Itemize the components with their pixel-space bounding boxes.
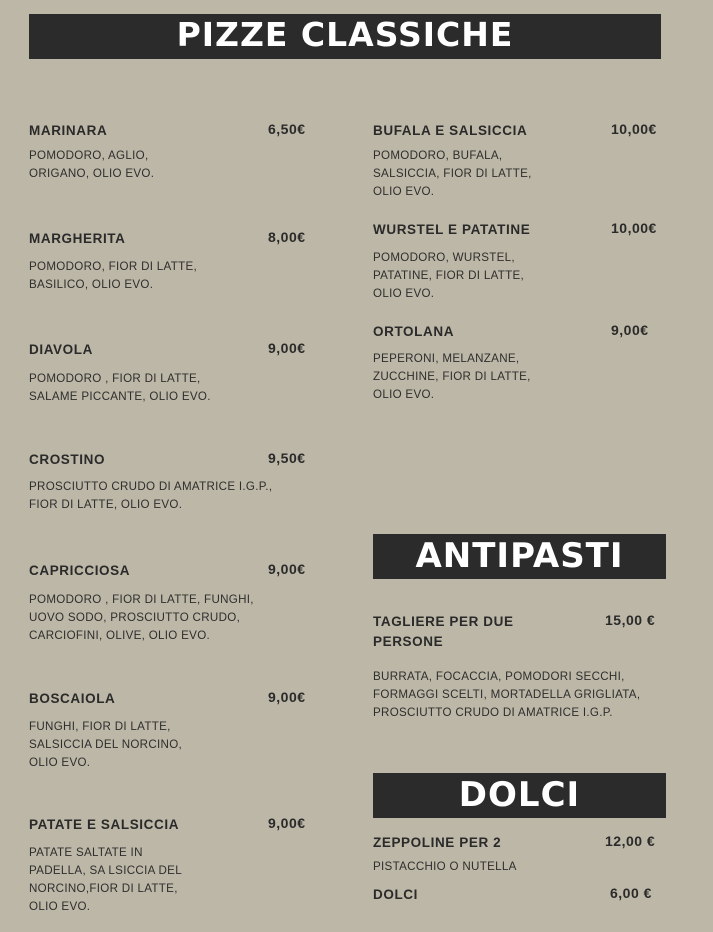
item-price: 8,00€ bbox=[268, 229, 306, 245]
item-name: MARINARA bbox=[29, 123, 108, 138]
item-price: 6,50€ bbox=[268, 121, 306, 137]
dolci-title: DOLCI bbox=[373, 773, 666, 818]
pizze-classiche-title: PIZZE CLASSICHE bbox=[29, 14, 661, 59]
item-price: 9,50€ bbox=[268, 450, 306, 466]
item-name: BOSCAIOLA bbox=[29, 691, 116, 706]
antipasti-title: ANTIPASTI bbox=[373, 534, 666, 579]
item-name: PATATE E SALSICCIA bbox=[29, 817, 180, 832]
item-description: PISTACCHIO O NUTELLA bbox=[373, 860, 517, 873]
item-price: 9,00€ bbox=[611, 322, 649, 338]
item-price: 10,00€ bbox=[611, 121, 657, 137]
item-price: 9,00€ bbox=[268, 340, 306, 356]
item-price: 15,00 € bbox=[605, 612, 656, 628]
item-name: BUFALA E SALSICCIA bbox=[373, 123, 528, 138]
item-name: TAGLIERE PER DUE PERSONE bbox=[373, 614, 514, 649]
item-price: 9,00€ bbox=[268, 561, 306, 577]
item-description: PEPERONI, MELANZANE, ZUCCHINE, FIOR DI LATTE, OLIO EVO. bbox=[373, 352, 531, 401]
item-description: POMODORO, WURSTEL, PATATINE, FIOR DI LATTE, OLIO EVO. bbox=[373, 251, 525, 300]
item-description: PROSCIUTTO CRUDO DI AMATRICE I.G.P., FIOR DI LATTE, OLIO EVO. bbox=[29, 480, 273, 511]
item-description: POMODORO, BUFALA, SALSICCIA, FIOR DI LATTE, OLIO EVO. bbox=[373, 149, 532, 198]
item-price: 9,00€ bbox=[268, 815, 306, 831]
item-price: 9,00€ bbox=[268, 689, 306, 705]
item-name: DIAVOLA bbox=[29, 342, 93, 357]
item-price: 6,00 € bbox=[610, 885, 652, 901]
item-description: POMODORO, AGLIO, ORIGANO, OLIO EVO. bbox=[29, 149, 155, 180]
item-price: 12,00 € bbox=[605, 833, 656, 849]
item-description: POMODORO, FIOR DI LATTE, BASILICO, OLIO EVO. bbox=[29, 260, 198, 291]
item-description: POMODORO , FIOR DI LATTE, FUNGHI, UOVO SODO, PROSCIUTTO CRUDO, CARCIOFINI, OLIVE, OLIO EVO. bbox=[29, 593, 254, 642]
item-description: PATATE SALTATE IN PADELLA, SA LSICCIA DEL NORCINO,FIOR DI LATTE, OLIO EVO. bbox=[29, 846, 182, 913]
item-price: 10,00€ bbox=[611, 220, 657, 236]
item-name: DOLCI bbox=[373, 887, 418, 902]
item-description: FUNGHI, FIOR DI LATTE, SALSICCIA DEL NORCINO, OLIO EVO. bbox=[29, 720, 183, 769]
item-name: ORTOLANA bbox=[373, 324, 455, 339]
item-name: CROSTINO bbox=[29, 452, 106, 467]
item-description: BURRATA, FOCACCIA, POMODORI SECCHI, FORMAGGI SCELTI, MORTADELLA GRIGLIATA, PROSCIUTTO CRUDO DI AMATRICE I.G.P. bbox=[373, 670, 641, 719]
item-name: MARGHERITA bbox=[29, 231, 126, 246]
item-description: POMODORO , FIOR DI LATTE, SALAME PICCANTE, OLIO EVO. bbox=[29, 372, 211, 403]
item-name: CAPRICCIOSA bbox=[29, 563, 131, 578]
item-name: ZEPPOLINE PER 2 bbox=[373, 835, 502, 850]
item-name: WURSTEL E PATATINE bbox=[373, 222, 531, 237]
